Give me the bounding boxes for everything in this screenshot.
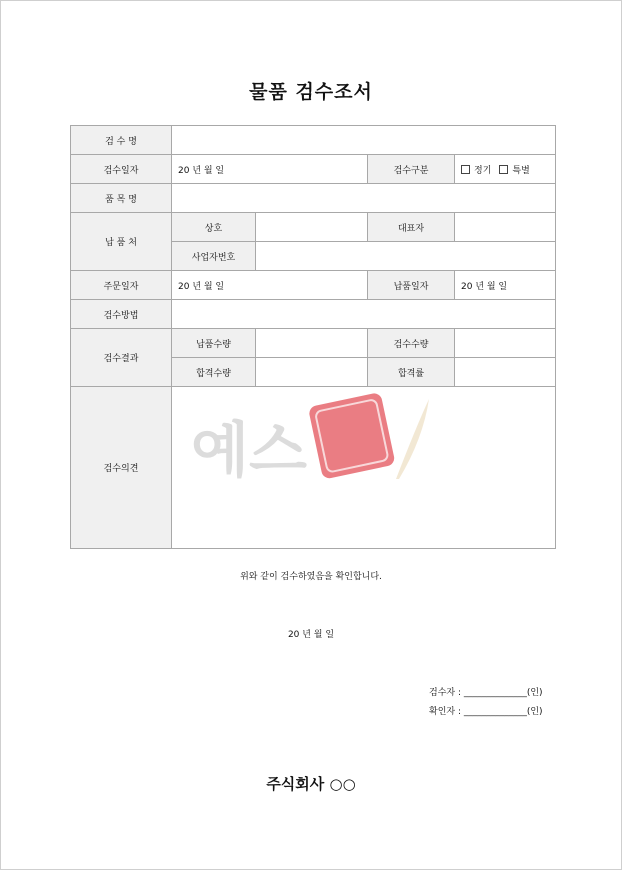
field-inspection-method[interactable] (172, 300, 556, 329)
field-delivery-date[interactable]: 20 년 월 일 (455, 271, 556, 300)
field-passed-quantity[interactable] (256, 358, 368, 387)
signature-date: 20 년 월 일 (287, 630, 335, 640)
inspector-signature-line[interactable]: 검수자 : ______________(인) (429, 688, 543, 698)
label-delivered-quantity: 납품수량 (172, 329, 256, 358)
label-representative: 대표자 (368, 213, 455, 242)
label-business-number: 사업자번호 (172, 242, 256, 271)
label-inspection-name: 검 수 명 (71, 126, 172, 155)
checkbox-icon (499, 165, 508, 174)
label-inspection-opinion: 검수의견 (71, 387, 172, 549)
confirmation-statement: 위와 같이 검수하였음을 확인합니다. (240, 572, 382, 582)
label-item-name: 품 목 명 (71, 184, 172, 213)
field-company-name[interactable] (256, 213, 368, 242)
field-inspected-quantity[interactable] (455, 329, 556, 358)
label-delivery-date: 납품일자 (368, 271, 455, 300)
watermark-logo (191, 387, 441, 497)
option-regular[interactable] (461, 166, 491, 176)
field-inspection-type (455, 155, 556, 184)
label-company-name: 상호 (172, 213, 256, 242)
field-pass-rate[interactable] (455, 358, 556, 387)
field-inspection-name[interactable] (172, 126, 556, 155)
label-inspection-method: 검수방법 (71, 300, 172, 329)
watermark-stamp (308, 392, 396, 480)
label-supplier: 납 품 처 (71, 213, 172, 271)
label-inspection-date: 검수일자 (71, 155, 172, 184)
option-special[interactable] (499, 166, 529, 176)
checkbox-icon (461, 165, 470, 174)
quill-icon (396, 399, 429, 479)
field-inspection-date[interactable]: 20 년 월 일 (172, 155, 368, 184)
label-inspection-result: 검수결과 (71, 329, 172, 387)
field-business-number[interactable] (256, 242, 556, 271)
field-delivered-quantity[interactable] (256, 329, 368, 358)
option-regular-label: 정기 (474, 165, 492, 176)
company-name: 주식회사 ○○ (266, 775, 356, 793)
label-passed-quantity: 합격수량 (172, 358, 256, 387)
watermark-text-gray: 예스 (191, 416, 307, 486)
label-inspected-quantity: 검수수량 (368, 329, 455, 358)
verifier-signature-line[interactable]: 확인자 : ______________(인) (429, 707, 543, 717)
field-order-date[interactable]: 20 년 월 일 (172, 271, 368, 300)
field-representative[interactable] (455, 213, 556, 242)
option-special-label: 특별 (512, 165, 530, 176)
document-title: 물품 검수조서 (249, 81, 373, 103)
label-pass-rate: 합격률 (368, 358, 455, 387)
field-item-name[interactable] (172, 184, 556, 213)
label-inspection-type: 검수구분 (368, 155, 455, 184)
label-order-date: 주문일자 (71, 271, 172, 300)
